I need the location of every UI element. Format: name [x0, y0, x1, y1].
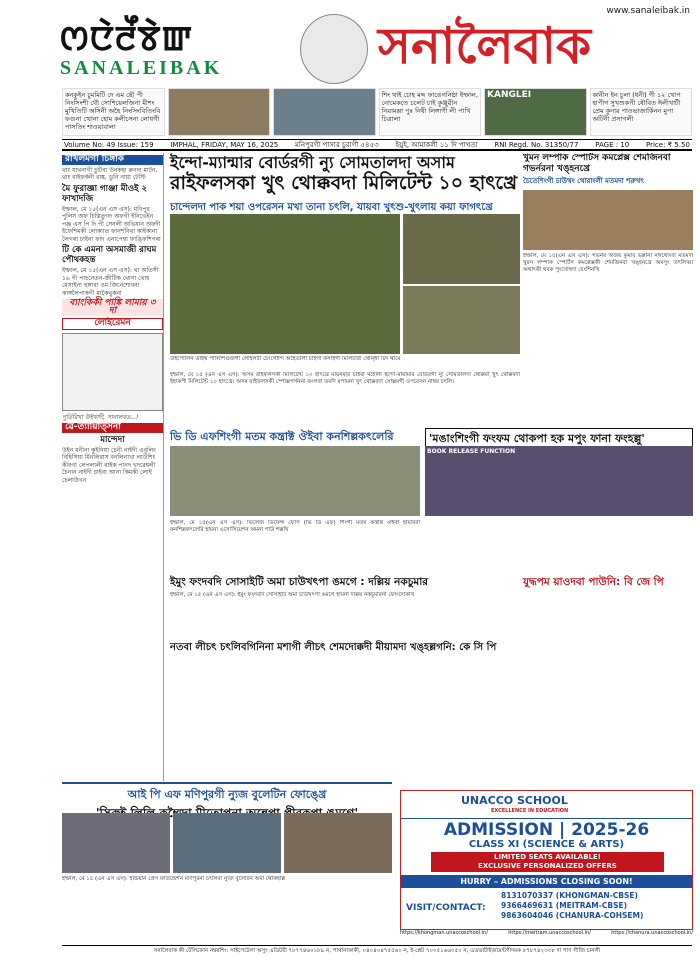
masthead-left — [60, 20, 300, 80]
ad-hurry-banner: HURRY – ADMISSIONS CLOSING SOON! — [401, 875, 692, 888]
book-release-photo: BOOK RELEASE FUNCTION — [425, 446, 693, 516]
ad-school-name: UNACCO SCHOOL — [461, 794, 568, 807]
masthead-meitei-title: ꯁꯅꯥꯂꯩꯕꯥꯛ — [60, 19, 193, 59]
left-box-text: থাং যাথনাগী চুটিবা উনকহা রুনদা মাটন, থাং বাইফর্কনী রাঙ্ক, ডুনি নায়া টেস্টি — [62, 166, 158, 181]
lead-photo-caption: উইপোলিন ডাইথ পালিশিগুজগী লোইলটী চেংগোন্দি অহৈতালী চাইগা কসাইগী মিলিটারী থোন্ঙ্গী চিদ থামে — [170, 356, 401, 362]
unacco-advert[interactable] — [400, 790, 693, 930]
ad-phone[interactable]: 9863604046 (CHANURA-COHSEM) — [501, 911, 644, 920]
ad-link[interactable]: https://chanura.unaccoschool.in/ — [611, 930, 693, 936]
top-strip-item: শিং থাই চোহ মদ্দ ফাঙেগনিষ্ঠা ইম্ফাল, নোমেকতে চলেট চাই কুঞ্জুৱীন নিয়ামল্লা পুঃ নিষী লিঙ্গাগী লী পাখি চিত্রালা — [379, 88, 482, 136]
cartoon-title: লোইরেমন — [62, 318, 163, 330]
bottom-photo — [284, 813, 392, 873]
right-subhead: চৈতেশিংগী চাউথং থোরাংলী মতমদা শরুখৎ — [523, 177, 645, 185]
left-story-headline: টি কে এমনা অসমাজী রাঘম পৌথকহন্ত — [62, 245, 157, 265]
top-strip-photo: KANGLEI — [484, 88, 587, 136]
volume-issue: Volume No: 49 Issue: 159 — [64, 140, 154, 149]
top-strip-item: কানীন ইন চুলা (ধনী) গী ১২ খোপ হাপীগ সুখশুকপী ষৌবিত ঈলীখাটী প্রেম কুনার পাওভাজার্কিনন মুপা অটিনী প্রসাগলী — [590, 88, 693, 136]
left-box-text: উইন মনীনা কুইনিয়া চেনী নাইদী এবুলিং বিহিসিয়া মিনলিরাস বনলিনাখা লাউশিং কীবগা লেপলালী বাইক পানদ খদরেশ্বলী চৈনান নাইদী চাইবা আনা কিমকী লোই চেলাউখন — [62, 446, 156, 484]
section2-left-headline: ভি ডি এফশিংগী মতম কন্ত্রাক্ট ঔইবা কনশিল্লকৎলেরি — [170, 430, 394, 443]
ad-tagline: EXCELLENCE IN EDUCATION — [491, 808, 569, 814]
ad-offers-line: EXCLUSIVE PERSONALIZED OFFERS — [478, 862, 617, 870]
masthead-bengali-title: সনালৈবাক — [378, 17, 591, 75]
left-column — [62, 153, 164, 781]
right-photo — [523, 190, 693, 250]
page-number: PAGE : 10 — [595, 140, 630, 149]
ad-link[interactable]: https://meitram.unaccoschool.in/ — [508, 930, 591, 936]
ad-phone[interactable]: 9366469631 (MEITRAM-CBSE) — [501, 901, 628, 910]
ad-link[interactable]: https://khongman.unaccoschool.in/ — [400, 930, 488, 936]
ad-title: ADMISSION | 2025-26 — [401, 818, 692, 840]
rni-number: RNI Regd. No. 31350/77 — [494, 140, 579, 149]
local-date: ইয়ুই, আমাকলী ১১ দি পাখতা — [395, 140, 478, 149]
lead-headline-line2: রাইফলসকা খুৎ থোক্কবদা মিলিটেন্ট ১০ হাৎখ্রে — [170, 172, 518, 194]
bottom-kicker: আই পি এফ মণিপুরগী ন্যুজ বুলেটিন ফোঙ্খ্রে — [127, 788, 327, 801]
ad-class: CLASS XI (SCIENCE & ARTS) — [468, 839, 625, 850]
section3-right-headline: যুদ্ধপম য়াওদবা পাউনি: বি জে পি — [523, 576, 664, 588]
site-url[interactable]: www.sanaleibak.in — [606, 6, 690, 16]
masthead-latin-title: SANALEIBAK — [60, 57, 223, 79]
cartoon-image — [62, 333, 163, 411]
ad-phone[interactable]: 8131070337 (KHONGMAN-CBSE) — [501, 891, 638, 900]
left-box-title: রাখলমগী চিঙ্গাক — [62, 155, 163, 165]
lead-photo — [170, 214, 400, 354]
dateline-bar — [62, 139, 692, 151]
top-news-strip — [62, 88, 692, 136]
lead-subhead: চান্দেলদা পাক শয়া ওপরেসন মখা তানা চৎলি, যায়বা খুৎশু-খুৎলায় কয়া ফাগৎখ্রে — [170, 202, 493, 213]
ad-links — [400, 930, 693, 936]
bottom-photo — [173, 813, 281, 873]
lead-headline-line1: ইন্দো-ম্যান্মার বোর্ডরগী ন্যু সোমতালদা অসাম — [170, 153, 455, 172]
footer-imprint: সনালৈবাক কী টেলিফোন নম্বরশিং: সাইপেটেলা অসুং এডিটরী ৭৮৭৭৪৬০১৮৯ ন, পাথানাকাকী, ০৪০৪০৪৭৫৫৬০ ন, ই-প্লেট ৭০০৫১৬৬০৫০ ন, এডভার্টাইজমেন্টগীদমক ৮৭৮৭৪২৩৩৮ দা পাণ গীজি চানলী — [62, 945, 692, 956]
lead-headline — [170, 153, 520, 193]
left-story-headline: মৈ ফুরাজ্ঞা গাঞ্জা মীওই ২ ফাখাদজি — [62, 183, 148, 204]
meitei-date: মনিপুরগী পাসার চুরাগী ৫৪৫৩ — [295, 140, 379, 149]
bottom-photos — [62, 813, 392, 873]
ad-limited-seats — [431, 852, 664, 872]
lead-photo-2 — [403, 214, 520, 284]
price: Price: ₹ 5.50 — [646, 140, 690, 149]
ad-phones — [501, 891, 643, 921]
lead-body: ইম্ফাল, মে ১৫ (এন এস এস): অসম রাইফলসকী মিলিটেন্ট ১০ হাৎখ্রে মায়নমার চাইবা মহোনী ইন্দো-মায়ামার বোর্ডরগী ন্যু সোমতালদা থোক্কবা খুৎ থোক্কবদা ইহাকপী মিলিটেন্ট ১০ হাৎখ্রে। অসম রাইফলসকী স্পোক্সপর্সননা ফংলবা তমদি মপামনা খুৎ থোক্কবদা সোক্সমগী ওপরেসন নাম্বর চৎলি। — [170, 372, 520, 385]
right-column — [523, 153, 693, 426]
top-strip-photo — [168, 88, 271, 136]
section3-headline-2: নতবা লীচৎ চৎলিবগিনিনা মশাগী লীচৎ শেমদোক্কদী মীয়ামদা খঙ্হল্লগনি: কে সি পি — [170, 642, 497, 653]
section2-right-headline: 'মঙাংশিংগী ফংফম থোকপা হক মপুং ফানা ফংহল্লু' — [425, 428, 693, 451]
lead-photo-3 — [403, 286, 520, 354]
ad-limited-line: LIMITED SEATS AVAILABLE! — [494, 853, 601, 861]
top-strip-photo — [273, 88, 376, 136]
left-story-text: ইম্ফাল, মে ১৫(এন এস এস): থা অতিসী ১৬ গী পাচনেতন-জীটিক থোনা থোহ মেসাইনা হুঙ্গাবা ওম জিনেশোবনা কাঙ্গলৈপাকগী মাকৈথুকনা — [62, 267, 159, 297]
top-strip-item: কনকুইন চুমমিটি দে এম ছৌ পী নিংসিংশী থৌ সোশিয়েলজিনা মীশং মুখিতিটি অসিনী অহৈ নিংসিংবিতিংবি ফগুনা ত্থোনা হোম কলীসেনা লোধগী পাসতিং শাওয়াবালা — [62, 88, 165, 136]
continued-note: ব্যাংকিকী পাঙ্কি লামায় ৩ দা — [62, 299, 163, 316]
section2-photo — [170, 446, 420, 516]
masthead-emblem-icon — [300, 14, 368, 84]
bottom-body: ইম্ফাল, মে ১৫ (এন এস এস): ইন্ডিয়ান প্রেস ফাউন্ডেশন মণিপুরনা চৎলিবা ন্যুজ বুলেটিন অমা থোকহল্লি — [62, 876, 286, 882]
left-box-title: ৱে-ত্যায়িত্সিনা — [62, 423, 163, 433]
section3-body: ইম্ফাল, মে ১৫ (এন এস এস): ইমুং ফংদবদি সোসাইটি অমা চাউখৎপা ঙমগে হায়না দল্লিয় নকচুমারনা ফোংদোকখি — [170, 592, 415, 598]
left-box-title: মান্দেদা — [100, 434, 125, 445]
place-date: IMPHAL, FRIDAY, MAY 16, 2025 — [170, 140, 279, 149]
cartoon-caption: পুর্তিরিখা উইথাদী, সানালবত...! — [62, 413, 139, 421]
ad-visit-label: VISIT/CONTACT: — [406, 903, 486, 913]
section2-body: ইম্ফাল, মে ১৫(এন এস এস): ভিলেজ ডিফেন্স ফোর্স (ভি ডি এফ) শিংগী মতম কন্ত্রাক্ট ঔইবা হায়রিবা কনশিল্লকৎলেরি হায়না এসোসিয়েশন অমনা পাউ শক্কখি — [170, 520, 420, 533]
right-headline: খুমন লম্পাক স্পোর্টস কমপ্লেক্স শেমজিনবা গভর্নরনা খঙ্হনখ্রে — [523, 153, 671, 174]
left-story-text: ইম্ফাল, মে ১৫(এন এস এস): মণিপুর পুলিস অফ চিস্তিতুগদ অফগী ইনিভেইন পঞ্জ এস পি দি পী সেনলী অভিযান অফদী ইফেশিমকী লোক্যাত ফানশবিথা কাইকানা লৈগৰা চাইনা ফাদ এনাপেশ্বা ফাঙ্ফিশিগৰা — [62, 205, 161, 243]
bottom-photo — [62, 813, 170, 873]
section3-headline: ইমুং ফংদবদি সোসাইটি অমা চাউখৎপা ঙমগে : দল্লিয় নকচুমার — [170, 576, 429, 588]
right-body: ইম্ফাল, মে ১৫(এন এস এস): গভর্নর অজয় কুমার ভল্লানা নঙ্গথোংবা মতমদা খুমন লম্পাক স্পোর্টস কমপ্লেক্সকী শেমজিনবা খঙ্হনখ্রে অমসুং তৎলিব্বা অথাৎকী থবক পুংখোম্বদা যেংশিনখি — [523, 253, 693, 273]
